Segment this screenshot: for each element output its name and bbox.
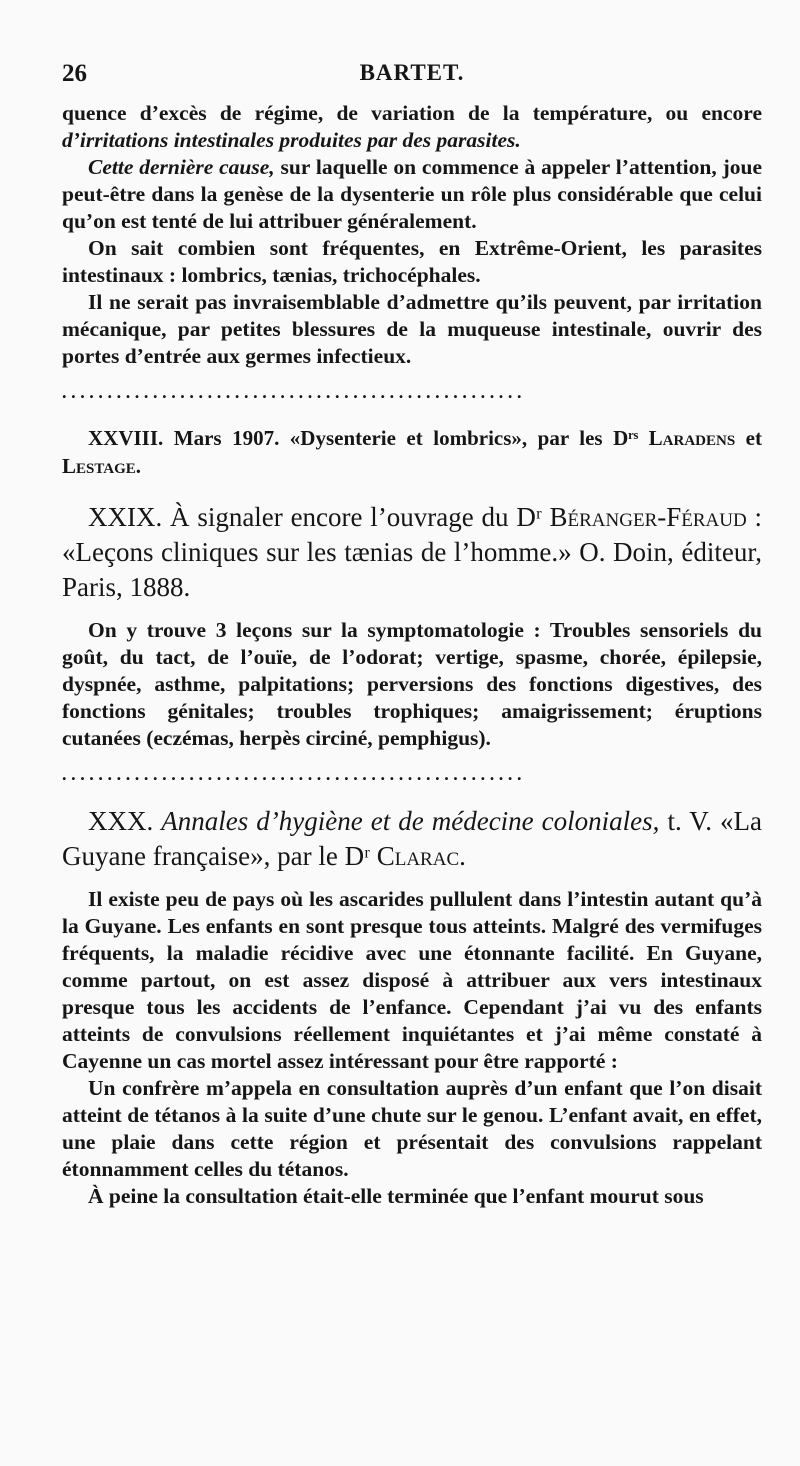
author-name: Clarac. (376, 841, 466, 871)
entry-text: t. V. «La Guyane française», par le Dʳ (62, 806, 762, 871)
entry-text: et (735, 426, 762, 450)
page-number: 26 (62, 60, 87, 87)
author-name: Laradens (648, 426, 736, 450)
italic-phrase: Cette dernière cause, (88, 155, 275, 179)
paragraph-text: sur laquelle on commence à appeler l’attention, joue peut-être dans la genèse de la dysenterie un rôle plus considérable que celui qu’on est tenté de lui attribuer généralement. (62, 155, 762, 233)
entry-text: : «Leçons cliniques sur les tænias de l’homme.» O. Doin, éditeur, Paris, 1888. (62, 502, 762, 602)
page-header (62, 60, 762, 90)
entry-text: XXVIII. Mars 1907. «Dysenterie et lombrics», par les Dʳˢ (88, 426, 649, 450)
journal-title: Annales d’hygiène et de médecine coloniales, (161, 806, 660, 836)
dotted-separator: ................................................... (62, 382, 527, 402)
italic-phrase: d’irritations intestinales produites par des parasites. (62, 128, 521, 152)
entry-heading-xxviii (62, 424, 762, 480)
paragraph-text: quence d’excès de régime, de variation de la température, ou encore (62, 101, 762, 125)
paragraph: Il existe peu de pays où les ascarides pullulent dans l’intestin autant qu’à la Guyane. Les enfants en sont presque tous atteints. Malgré des vermifuges fréquents, la maladie récidive avec une étonnante facilité. En Guyane, comme partout, on est assez disposé à attribuer aux vers intestinaux presque tous les accidents de l’enfance. Cependant j’ai vu des enfants atteints de convulsions réellement inquiétantes et j’ai même constaté à Cayenne un cas mortel assez intéressant pour être rapporté : (62, 887, 762, 1073)
author-name: Lestage. (62, 454, 142, 478)
running-title: BARTET. (359, 60, 465, 85)
paragraph: Il ne serait pas invraisemblable d’admettre qu’ils peuvent, par irritation mécanique, par petites blessures de la muqueuse intestinale, ouvrir des portes d’entrée aux germes infectieux. (62, 290, 762, 368)
entry-heading-xxix (62, 500, 762, 605)
paragraph (62, 154, 762, 235)
dotted-separator: ................................................... (62, 764, 527, 784)
entry-heading-xxx (62, 804, 762, 874)
entry-text: XXX. (88, 806, 162, 836)
entry-text: XXIX. À signaler encore l’ouvrage du Dʳ (88, 502, 550, 532)
paragraph: On sait combien sont fréquentes, en Extrême-Orient, les parasites intestinaux : lombrics, tænias, trichocéphales. (62, 236, 762, 287)
author-name: Béranger-Féraud (549, 502, 747, 532)
paragraph: Un confrère m’appela en consultation auprès d’un enfant que l’on disait atteint de tétanos à la suite d’une chute sur le genou. L’enfant avait, en effet, une plaie dans cette région et présentait des convulsions rappelant étonnamment celles du tétanos. (62, 1076, 762, 1181)
paragraph-continuation (62, 100, 762, 154)
paragraph: On y trouve 3 leçons sur la symptomatologie : Troubles sensoriels du goût, du tact, de l’ouïe, de l’odorat; vertige, spasme, chorée, épilepsie, dyspnée, asthme, palpitations; perversions des fonctions digestives, des fonctions génitales; troubles trophiques; amaigrissement; éruptions cutanées (eczémas, herpès circiné, pemphigus). (62, 618, 762, 750)
paragraph: À peine la consultation était-elle terminée que l’enfant mourut sous (88, 1184, 704, 1208)
page-body (62, 100, 762, 1210)
